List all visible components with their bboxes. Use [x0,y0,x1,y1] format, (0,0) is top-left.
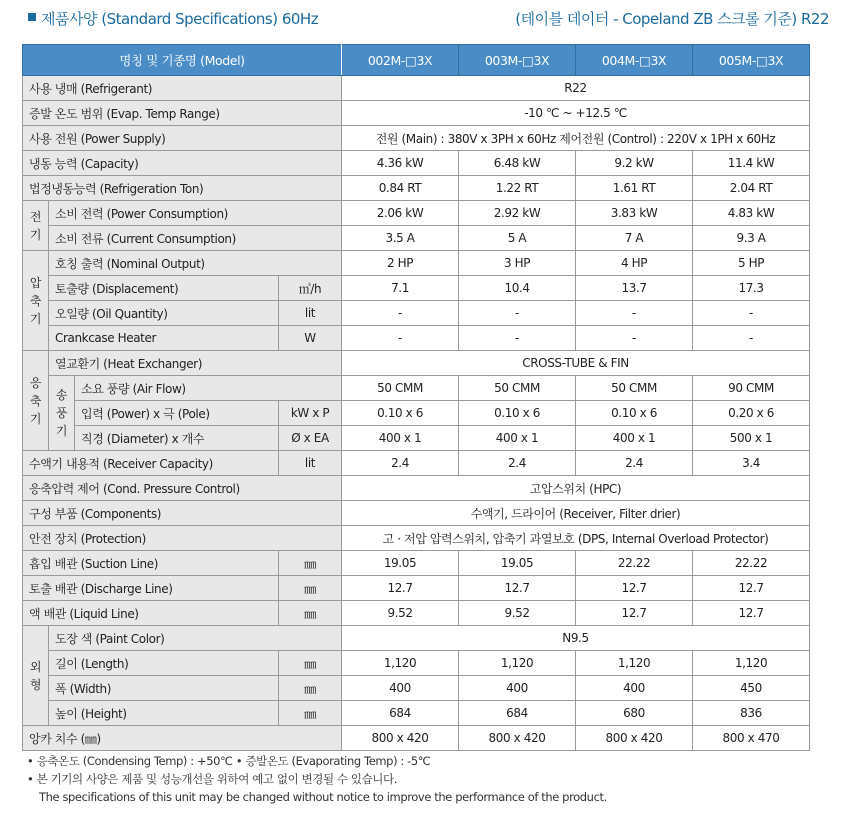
row-label: 안전 장치 (Protection) [23,526,342,551]
cell: 22.22 [693,551,810,576]
cell: 1,120 [693,651,810,676]
row-label: 사용 냉매 (Refrigerant) [23,76,342,101]
row-value: N9.5 [342,626,810,651]
cell: - [459,326,576,351]
row-label: 직경 (Diameter) x 개수 [75,426,279,451]
row-label: 액 배관 (Liquid Line) [23,601,279,626]
row-label: 호칭 출력 (Nominal Output) [49,251,342,276]
row-label: 소비 전력 (Power Consumption) [49,201,342,226]
cell: 19.05 [342,551,459,576]
table-row [23,301,810,326]
model-header-label: 명칭 및 기종명 (Model) [23,45,342,76]
table-row [23,351,810,376]
row-label: 앙카 치수 (㎜) [23,726,342,751]
row-unit: Ø x EA [279,426,342,451]
cell: 1,120 [576,651,693,676]
row-label: 수액기 내용적 (Receiver Capacity) [23,451,279,476]
cell: 400 x 1 [459,426,576,451]
table-row [23,526,810,551]
cell: 0.10 x 6 [576,401,693,426]
spec-table [22,44,810,751]
row-unit: ㎥/h [279,276,342,301]
cell: - [693,326,810,351]
table-row [23,376,810,401]
cell: 9.2 kW [576,151,693,176]
cell: 12.7 [342,576,459,601]
cell: 9.3 A [693,226,810,251]
cell: 0.20 x 6 [693,401,810,426]
cell: 836 [693,701,810,726]
footnotes [27,752,607,806]
group-condenser: 응축기 [23,351,49,451]
table-row [23,101,810,126]
model-004m: 004M-□3X [576,45,693,76]
cell: 10.4 [459,276,576,301]
row-label: Crankcase Heater [49,326,279,351]
cell: 680 [576,701,693,726]
cell: 2 HP [342,251,459,276]
cell: 12.7 [693,576,810,601]
cell: 1,120 [459,651,576,676]
cell: 11.4 kW [693,151,810,176]
cell: 684 [459,701,576,726]
cell: 3.83 kW [576,201,693,226]
row-value: CROSS-TUBE & FIN [342,351,810,376]
cell: 800 x 420 [459,726,576,751]
cell: 2.04 RT [693,176,810,201]
cell: - [693,301,810,326]
cell: 5 HP [693,251,810,276]
row-label: 도장 색 (Paint Color) [49,626,342,651]
cell: 2.4 [576,451,693,476]
table-row [23,651,810,676]
row-unit: lit [279,451,342,476]
table-header-row [23,45,810,76]
table-row [23,76,810,101]
table-row [23,601,810,626]
row-unit: ㎜ [279,701,342,726]
spec-subtitle: (테이블 데이터 - Copeland ZB 스크롤 기준) R22 [515,9,829,28]
cell: - [459,301,576,326]
row-label: 냉동 능력 (Capacity) [23,151,342,176]
cell: 0.10 x 6 [342,401,459,426]
row-value: R22 [342,76,810,101]
cell: 12.7 [576,576,693,601]
table-row [23,551,810,576]
cell: - [342,326,459,351]
cell: 13.7 [576,276,693,301]
row-unit: lit [279,301,342,326]
row-label: 흡입 배관 (Suction Line) [23,551,279,576]
cell: 4.36 kW [342,151,459,176]
row-value: 수액기, 드라이어 (Receiver, Filter drier) [342,501,810,526]
table-row [23,176,810,201]
row-value: 고압스위치 (HPC) [342,476,810,501]
cell: 0.84 RT [342,176,459,201]
cell: 19.05 [459,551,576,576]
table-row [23,476,810,501]
table-row [23,451,810,476]
row-unit: ㎜ [279,576,342,601]
cell: 500 x 1 [693,426,810,451]
cell: 1.61 RT [576,176,693,201]
table-row [23,726,810,751]
row-unit: ㎜ [279,601,342,626]
row-label: 오일량 (Oil Quantity) [49,301,279,326]
row-unit: kW x P [279,401,342,426]
table-row [23,401,810,426]
model-003m: 003M-□3X [459,45,576,76]
row-value: 고 · 저압 압력스위치, 압축기 과열보호 (DPS, Internal Overload Protector) [342,526,810,551]
table-row [23,626,810,651]
cell: 684 [342,701,459,726]
group-exterior: 외형 [23,626,49,726]
table-row [23,701,810,726]
row-label: 열교환기 (Heat Exchanger) [49,351,342,376]
row-label: 소비 전류 (Current Consumption) [49,226,342,251]
cell: 50 CMM [342,376,459,401]
cell: 800 x 420 [342,726,459,751]
page-header [28,4,829,32]
cell: 400 x 1 [576,426,693,451]
row-unit: ㎜ [279,676,342,701]
cell: 6.48 kW [459,151,576,176]
cell: 2.4 [459,451,576,476]
cell: 1.22 RT [459,176,576,201]
table-row [23,251,810,276]
table-row [23,126,810,151]
row-label: 구성 부품 (Components) [23,501,342,526]
cell: 12.7 [576,601,693,626]
cell: 800 x 470 [693,726,810,751]
row-label: 사용 전원 (Power Supply) [23,126,342,151]
row-label: 소요 풍량 (Air Flow) [75,376,342,401]
cell: - [576,326,693,351]
table-row [23,226,810,251]
cell: 50 CMM [459,376,576,401]
table-row [23,151,810,176]
table-row [23,201,810,226]
row-label: 응축압력 제어 (Cond. Pressure Control) [23,476,342,501]
table-row [23,676,810,701]
cell: 7 A [576,226,693,251]
cell: 400 [459,676,576,701]
cell: 4 HP [576,251,693,276]
cell: 2.92 kW [459,201,576,226]
row-label: 토출 배관 (Discharge Line) [23,576,279,601]
row-label: 폭 (Width) [49,676,279,701]
row-label: 법정냉동능력 (Refrigeration Ton) [23,176,342,201]
footnote-notice-ko: • 본 기기의 사양은 제품 및 성능개선을 위하여 예고 없이 변경될 수 있습니다. [27,772,397,786]
table-row [23,326,810,351]
group-fan: 송풍기 [49,376,75,451]
cell: 9.52 [342,601,459,626]
cell: 3 HP [459,251,576,276]
cell: 400 [342,676,459,701]
cell: 0.10 x 6 [459,401,576,426]
row-value: -10 ℃ ~ +12.5 ℃ [342,101,810,126]
table-row [23,501,810,526]
square-bullet-icon [28,13,36,21]
row-label: 높이 (Height) [49,701,279,726]
cell: 450 [693,676,810,701]
footnote-notice-en: The specifications of this unit may be changed without notice to improve the performance of the product. [39,790,607,804]
cell: 5 A [459,226,576,251]
model-002m: 002M-□3X [342,45,459,76]
table-row [23,426,810,451]
cell: - [342,301,459,326]
row-unit: ㎜ [279,651,342,676]
row-label: 증발 온도 범위 (Evap. Temp Range) [23,101,342,126]
cell: 800 x 420 [576,726,693,751]
cell: 7.1 [342,276,459,301]
table-row [23,576,810,601]
spec-title: 제품사양 (Standard Specifications) 60Hz [28,8,318,29]
footnote-conditions: • 응축온도 (Condensing Temp) : +50℃ • 증발온도 (Evaporating Temp) : -5℃ [27,754,431,768]
row-label: 길이 (Length) [49,651,279,676]
cell: 400 x 1 [342,426,459,451]
cell: 9.52 [459,601,576,626]
cell: 2.4 [342,451,459,476]
cell: 3.5 A [342,226,459,251]
cell: 1,120 [342,651,459,676]
cell: 4.83 kW [693,201,810,226]
row-unit: ㎜ [279,551,342,576]
cell: 90 CMM [693,376,810,401]
group-electric: 전기 [23,201,49,251]
cell: - [576,301,693,326]
cell: 400 [576,676,693,701]
row-value: 전원 (Main) : 380V x 3PH x 60Hz 제어전원 (Control) : 220V x 1PH x 60Hz [342,126,810,151]
row-label: 입력 (Power) x 극 (Pole) [75,401,279,426]
model-005m: 005M-□3X [693,45,810,76]
cell: 2.06 kW [342,201,459,226]
group-compressor: 압축기 [23,251,49,351]
row-unit: W [279,326,342,351]
cell: 12.7 [459,576,576,601]
cell: 50 CMM [576,376,693,401]
cell: 17.3 [693,276,810,301]
cell: 12.7 [693,601,810,626]
cell: 22.22 [576,551,693,576]
table-row [23,276,810,301]
cell: 3.4 [693,451,810,476]
row-label: 토출량 (Displacement) [49,276,279,301]
